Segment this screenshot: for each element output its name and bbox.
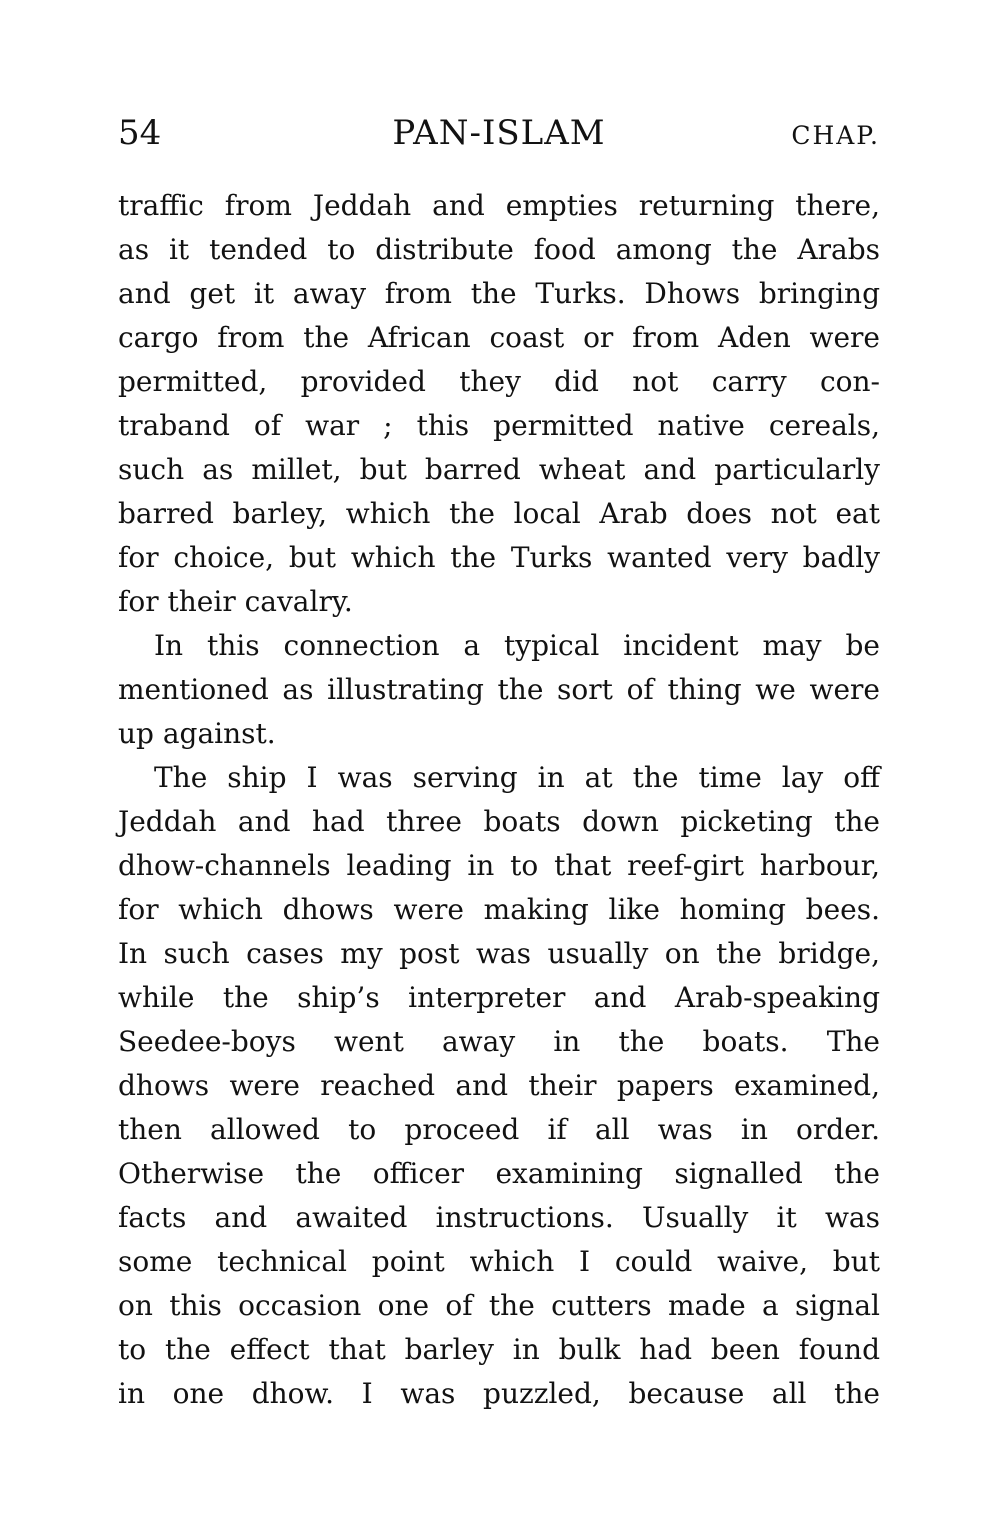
text-line: then allowed to proceed if all was in order.: [118, 1113, 880, 1146]
text-line: in one dhow. I was puzzled, because all the: [118, 1377, 880, 1410]
text-line: dhows were reached and their papers examined,: [118, 1069, 880, 1102]
running-title: PAN-ISLAM: [392, 113, 606, 153]
text-line: for their cavalry.: [118, 585, 353, 618]
text-line: facts and awaited instructions. Usually it was: [118, 1201, 880, 1234]
text-line: for which dhows were making like homing bees.: [118, 893, 880, 926]
text-line: The ship I was serving in at the time lay off: [154, 761, 880, 794]
book-page: [118, 0, 880, 1530]
header-chapter-label: CHAP.: [791, 121, 880, 150]
text-line: traband of war ; this permitted native cereals,: [118, 409, 880, 442]
text-line: while the ship’s interpreter and Arab-speaking: [118, 981, 880, 1014]
text-line: such as millet, but barred wheat and particularly: [118, 453, 880, 486]
text-line: as it tended to distribute food among the Arabs: [118, 233, 880, 266]
paragraph: [118, 184, 880, 624]
page-body: [118, 184, 880, 1416]
paragraph: [118, 756, 880, 1416]
page-number: 54: [118, 113, 162, 153]
text-line: Seedee-boys went away in the boats. The: [118, 1025, 880, 1058]
text-line: to the effect that barley in bulk had been found: [118, 1333, 880, 1366]
text-line: up against.: [118, 717, 276, 750]
text-line: dhow-channels leading in to that reef-girt harbour,: [118, 849, 880, 882]
text-line: Otherwise the officer examining signalled the: [118, 1157, 880, 1190]
text-line: traffic from Jeddah and empties returning there,: [118, 189, 880, 222]
text-line: and get it away from the Turks. Dhows bringing: [118, 277, 880, 310]
text-line: for choice, but which the Turks wanted very badly: [118, 541, 880, 574]
text-line: barred barley, which the local Arab does not eat: [118, 497, 880, 530]
paragraph: [118, 624, 880, 756]
text-line: mentioned as illustrating the sort of thing we were: [118, 673, 880, 706]
text-line: on this occasion one of the cutters made a signal: [118, 1289, 880, 1322]
text-line: Jeddah and had three boats down picketing the: [118, 805, 880, 838]
text-line: In such cases my post was usually on the bridge,: [118, 937, 880, 970]
text-line: some technical point which I could waive, but: [118, 1245, 880, 1278]
page-header: [118, 104, 880, 153]
text-line: In this connection a typical incident may be: [154, 629, 880, 662]
text-line: permitted, provided they did not carry con-: [118, 365, 880, 398]
text-line: cargo from the African coast or from Aden were: [118, 321, 880, 354]
